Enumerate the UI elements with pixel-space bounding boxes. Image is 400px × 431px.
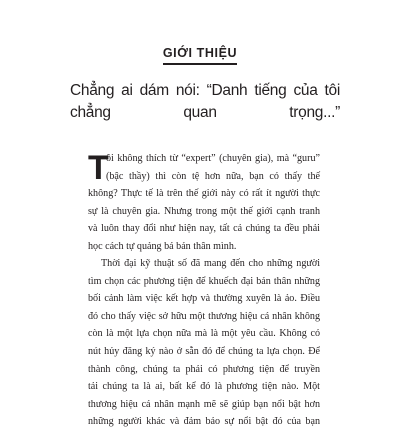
text-line: nút hủy đăng ký nào ở sẵn đó để chúng ta lựa chọn. Để [88, 346, 320, 358]
text-line: tải chúng ta là ai, bất kể đó là phương tiện nào. Một [88, 381, 320, 393]
text-line: (bậc thầy) thì còn tệ hơn nữa, bạn có thấy thế [106, 170, 320, 182]
text-line: bối cảnh làm việc kết hợp và thường xuyên là ảo. Điều [88, 293, 320, 305]
text-line: ôi không thích từ “expert” (chuyên gia), mà “guru” [106, 153, 320, 164]
text-line: những người khác và đảm bảo sự nổi bật đó của bạn [88, 416, 320, 428]
section-label [0, 46, 400, 65]
text-line: tìm chọn các phương tiện để khuếch đại bản thân những [88, 275, 320, 287]
chapter-title-line: Chẳng ai dám nói: “Danh tiếng của tôi [70, 82, 340, 99]
text-line: thành công, chúng ta phải có phương tiện để truyền [88, 363, 320, 375]
text-line: thương hiệu cá nhân mạnh mẽ sẽ giúp bạn nổi bật hơn [88, 398, 320, 410]
chapter-title-line: chẳng quan trọng...” [70, 104, 340, 121]
text-line: sự là chuyên gia. Nhưng trong một thế giới cạnh tranh [88, 205, 320, 217]
text-line: và luôn thay đổi như hiện nay, tất cả chúng ta đều phải [88, 223, 320, 235]
section-label-text: GIỚI THIỆU [163, 46, 237, 65]
text-line: không? Thực tế là trên thế giới này có rất ít người thực [88, 188, 320, 200]
paragraph [88, 255, 320, 430]
text-line: Thời đại kỹ thuật số đã mang đến cho những người [101, 258, 320, 270]
chapter-title [70, 80, 340, 124]
text-line: học cách tự quảng bá bản thân mình. [88, 240, 237, 252]
drop-cap: T [88, 149, 109, 187]
body-text [88, 150, 320, 431]
text-line: đó cho thấy việc sở hữu một thương hiệu cá nhân không [88, 310, 320, 322]
text-line: còn là một lựa chọn nữa mà là một yêu cầu. Không có [88, 328, 320, 340]
paragraph [88, 150, 320, 255]
